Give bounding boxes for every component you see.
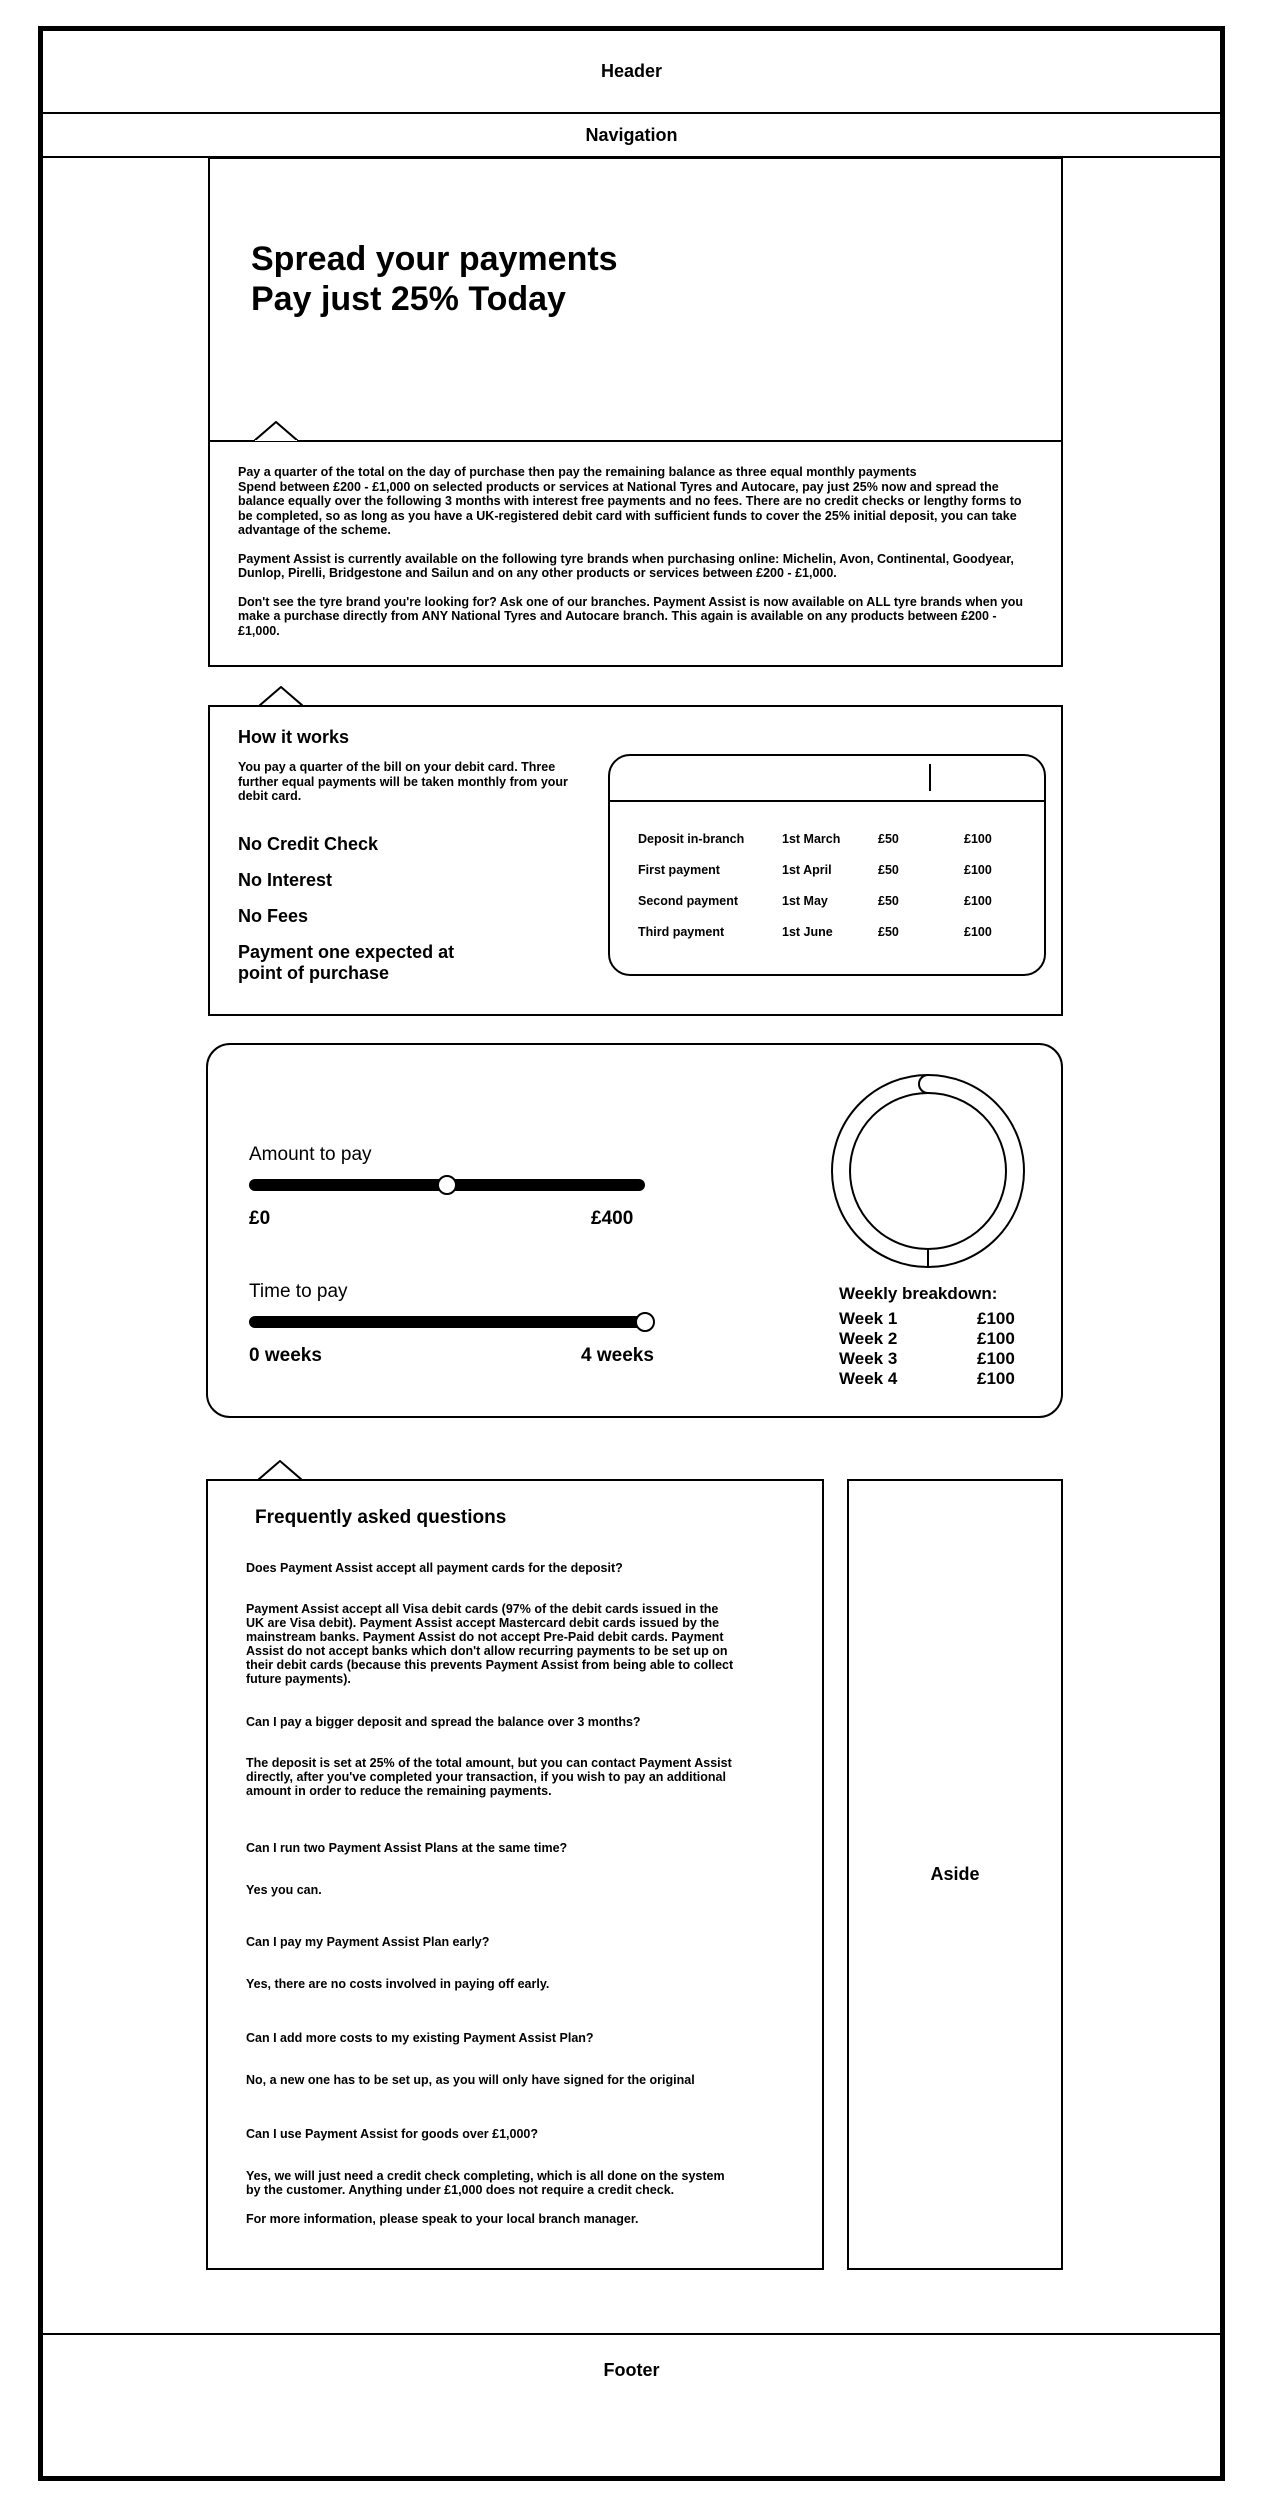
faq-pointer bbox=[258, 1460, 302, 1480]
faq-question[interactable]: Can I pay my Payment Assist Plan early? bbox=[246, 1935, 490, 1949]
schedule-total: £100 bbox=[964, 894, 992, 908]
payment-calculator bbox=[206, 1043, 1063, 1418]
schedule-date: 1st May bbox=[782, 894, 828, 908]
payment-progress-ring bbox=[828, 1071, 1028, 1271]
time-slider-track[interactable] bbox=[249, 1316, 645, 1328]
faq-answer: Payment Assist accept all Visa debit cards (97% of the debit cards issued in the UK are Visa debit). Payment Assist accept Mastercard debit cards issued by the mainstream banks. Payment Assist do not accept Pre-Paid debit cards. Payment Assist do not accept banks which don't allow recurring payments to be set up on their debit cards (because this prevents Payment Assist from being able to collect future payments). bbox=[246, 1602, 734, 1686]
amount-slider-thumb[interactable] bbox=[437, 1175, 457, 1195]
week-label: Week 2 bbox=[839, 1329, 898, 1348]
schedule-name: Deposit in-branch bbox=[638, 832, 745, 846]
hero-branches: Don't see the tyre brand you're looking for? Ask one of our branches. Payment Assist is now available on ALL tyre brands when you make a purchase directly from ANY National Tyres and Autocare branch. This again is available on any products between £200 - £1,000. bbox=[238, 594, 1024, 638]
faq-question[interactable]: Can I run two Payment Assist Plans at the same time? bbox=[246, 1841, 568, 1855]
faq-question[interactable]: Does Payment Assist accept all payment cards for the deposit? bbox=[246, 1561, 623, 1575]
week-label: Week 3 bbox=[839, 1349, 898, 1368]
schedule-date: 1st April bbox=[782, 863, 832, 877]
time-max-label: 4 weeks bbox=[581, 1345, 654, 1366]
time-min-label: 0 weeks bbox=[249, 1345, 322, 1366]
schedule-payment: £50 bbox=[878, 832, 899, 846]
header bbox=[43, 31, 1220, 112]
how-it-works-section bbox=[208, 705, 1063, 1016]
faq-question[interactable]: Can I use Payment Assist for goods over £1,000? bbox=[246, 2127, 538, 2141]
how-description: You pay a quarter of the bill on your debit card. Three further equal payments will be taken monthly from your debit card. bbox=[238, 760, 568, 803]
schedule-payment: £50 bbox=[878, 894, 899, 908]
hero-title bbox=[251, 239, 618, 319]
hero-brands: Payment Assist is currently available on the following tyre brands when purchasing online: Michelin, Avon, Continental, Goodyear, Dunlop, Pirelli, Bridgestone and Sailun and on any other products or services between £200 - £1,000. bbox=[238, 551, 1014, 580]
schedule-total: £100 bbox=[964, 832, 992, 846]
week-value: £100 bbox=[977, 1309, 1015, 1328]
hero-pointer bbox=[254, 421, 298, 441]
week-row bbox=[839, 1329, 1019, 1349]
faq-section bbox=[206, 1479, 824, 2270]
footer-label: Footer bbox=[603, 2359, 660, 2380]
schedule-total: £100 bbox=[964, 925, 992, 939]
how-pointer bbox=[259, 686, 303, 706]
time-slider-thumb[interactable] bbox=[635, 1312, 655, 1332]
faq-title: Frequently asked questions bbox=[255, 1507, 507, 1528]
schedule-total: £100 bbox=[964, 863, 992, 877]
aside-label: Aside bbox=[930, 1864, 980, 1884]
hero-section bbox=[208, 157, 1063, 667]
navigation-label: Navigation bbox=[585, 124, 678, 145]
schedule-date: 1st June bbox=[782, 925, 833, 939]
hero-intro: Pay a quarter of the total on the day of purchase then pay the remaining balance as three equal monthly payments bbox=[238, 465, 917, 479]
feature-no-credit-check: No Credit Check bbox=[238, 834, 379, 854]
faq-question[interactable]: Can I pay a bigger deposit and spread the balance over 3 months? bbox=[246, 1715, 641, 1729]
hero-divider bbox=[210, 440, 1061, 442]
week-row bbox=[839, 1349, 1019, 1369]
week-label: Week 4 bbox=[839, 1369, 898, 1388]
navigation[interactable] bbox=[43, 114, 1220, 156]
faq-answer: Yes you can. bbox=[246, 1883, 322, 1897]
footer bbox=[43, 2350, 1220, 2390]
amount-max-label: £400 bbox=[591, 1208, 634, 1229]
footer-divider bbox=[43, 2333, 1220, 2335]
week-value: £100 bbox=[977, 1329, 1015, 1348]
faq-answer: Yes, we will just need a credit check completing, which is all done on the system by the customer. Anything under £1,000 does not require a credit check. bbox=[246, 2169, 725, 2197]
week-row bbox=[839, 1369, 1019, 1389]
aside bbox=[847, 1479, 1063, 2270]
schedule-payment: £50 bbox=[878, 925, 899, 939]
hero-title-line2: Pay just 25% Today bbox=[251, 280, 566, 318]
feature-no-interest: No Interest bbox=[238, 870, 333, 890]
week-value: £100 bbox=[977, 1369, 1015, 1388]
faq-question[interactable]: Can I add more costs to my existing Payment Assist Plan? bbox=[246, 2031, 594, 2045]
faq-closing-note: For more information, please speak to your local branch manager. bbox=[246, 2212, 639, 2226]
amount-label: Amount to pay bbox=[249, 1144, 372, 1165]
feature-payment-one: Payment one expected at point of purchase bbox=[238, 942, 455, 983]
schedule-header-tick bbox=[929, 764, 931, 791]
hero-details: Spend between £200 - £1,000 on selected products or services at National Tyres and Autocare, pay just 25% now and spread the balance equally over the following 3 months with interest free payments and no fees. There are no credit checks or lengthy forms to be completed, so as long as you have a UK-registered debit card with sufficient funds to cover the 25% initial deposit, you can take advantage of the scheme. bbox=[238, 479, 1022, 537]
hero-title-line1: Spread your payments bbox=[251, 240, 618, 278]
schedule-date: 1st March bbox=[782, 832, 841, 846]
week-label: Week 1 bbox=[839, 1309, 898, 1328]
schedule-payment: £50 bbox=[878, 863, 899, 877]
faq-answer: Yes, there are no costs involved in paying off early. bbox=[246, 1977, 550, 1991]
time-label: Time to pay bbox=[249, 1281, 348, 1302]
schedule-name: Third payment bbox=[638, 925, 725, 939]
week-value: £100 bbox=[977, 1349, 1015, 1368]
header-label: Header bbox=[600, 61, 663, 81]
how-title: How it works bbox=[238, 727, 350, 747]
faq-answer: No, a new one has to be set up, as you will only have signed for the original bbox=[246, 2073, 695, 2087]
week-row bbox=[839, 1309, 1019, 1329]
hero-body bbox=[238, 465, 1038, 652]
schedule-header-divider bbox=[610, 800, 1044, 802]
payment-schedule-card bbox=[608, 754, 1046, 976]
feature-no-fees: No Fees bbox=[238, 906, 309, 926]
amount-min-label: £0 bbox=[249, 1208, 271, 1229]
weekly-breakdown-title: Weekly breakdown: bbox=[839, 1284, 998, 1303]
schedule-name: First payment bbox=[638, 863, 720, 877]
faq-answer: The deposit is set at 25% of the total amount, but you can contact Payment Assist directly, after you've completed your transaction, if you wish to pay an additional amount in order to reduce the remaining payments. bbox=[246, 1756, 732, 1798]
schedule-name: Second payment bbox=[638, 894, 739, 908]
